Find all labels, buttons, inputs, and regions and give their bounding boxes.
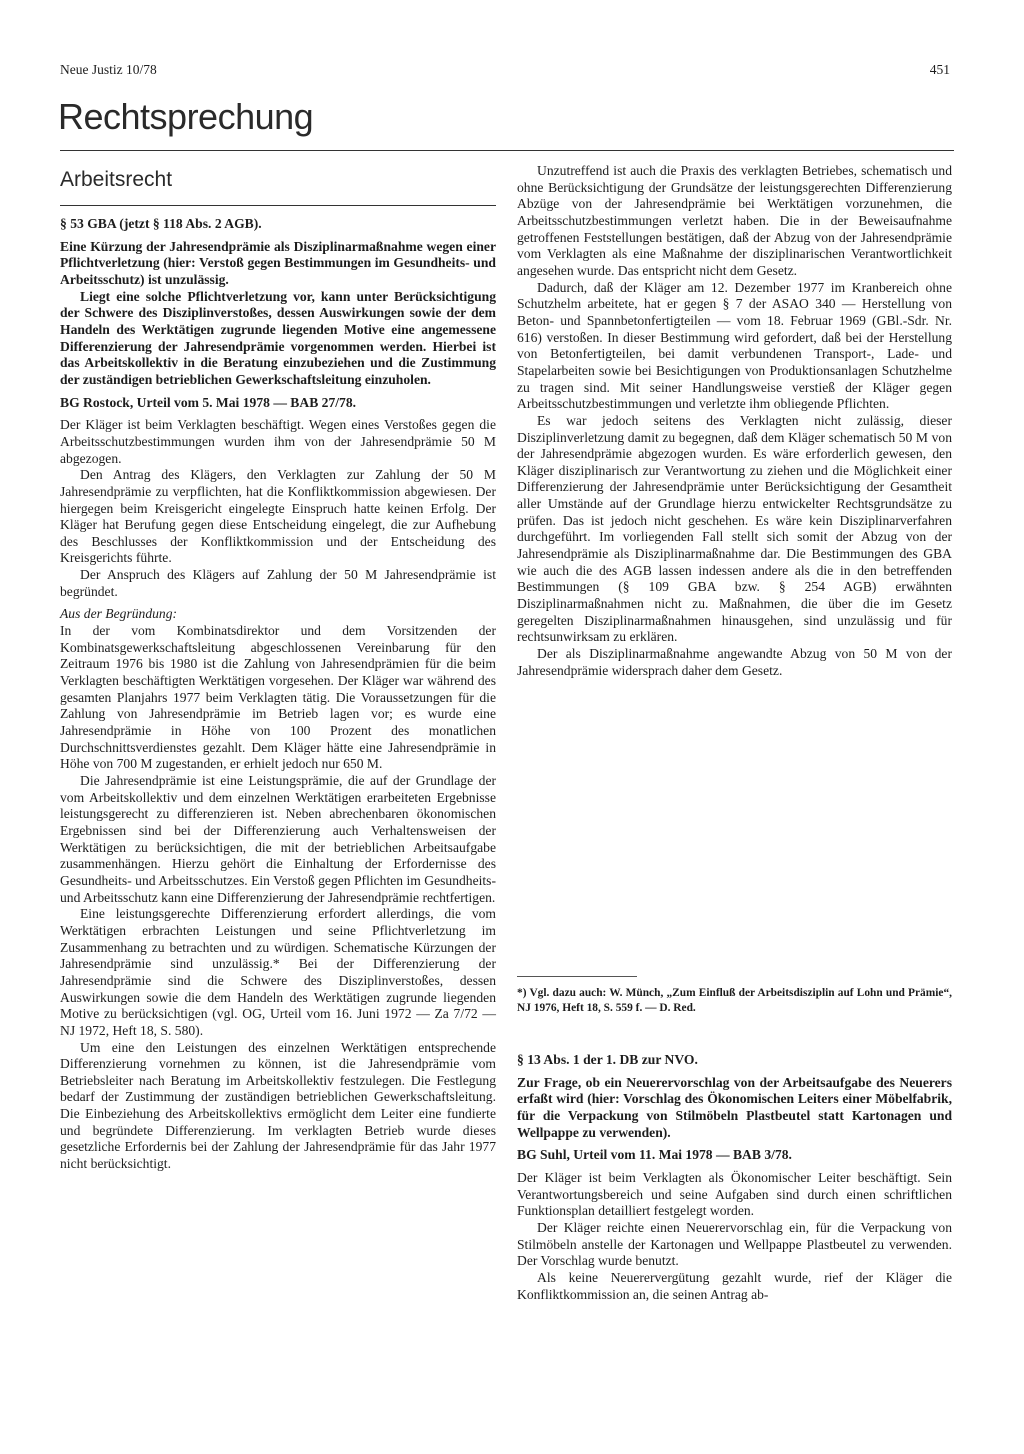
case2-facts-3: Als keine Neuerervergütung gezahlt wurde, rief der Kläger die Konfliktkommission an, die seinen Antrag ab- [517, 1269, 952, 1302]
case1-facts-1: Der Kläger ist beim Verklagten beschäftigt. Wegen eines Verstoßes gegen die Arbeitsschutzbestimmungen wurden ihm von der Jahresendprämie 50 M abgezogen. [60, 417, 496, 466]
page-number: 451 [929, 62, 950, 77]
case2-facts-1: Der Kläger ist beim Verklagten als Ökonomischer Leiter beschäftigt. Sein Verantwortungsbereich und seine Aufgaben sind durch einen schriftlichen Funktionsplan detailliert festgelegt worden. [517, 1169, 952, 1219]
case1-reason-3: Eine leistungsgerechte Differenzierung erfordert allerdings, die vom Werktätigen erbrachten Leistungen und seine Pflichtverletzung im Zusammenhang zu betrachten und zu würdigen. Schematische Kürzungen der Jahresendprämie sind unzulässig.* Bei der Differenzierung der Jahresendprämie sind die Schwere des Disziplinverstoßes, dessen Auswirkungen sowie die dem Handeln des Werktätigen zugrunde liegenden Motive zu berücksichtigen (vgl. OG, Urteil vom 16. Juni 1972 — Za 7/72 — NJ 1972, Heft 18, S. 580). [60, 906, 496, 1038]
case2-headnote: Zur Frage, ob ein Neuerervorschlag von der Arbeitsaufgabe des Neuerers erfaßt wird (hier: Vorschlag des Ökonomischen Leiters einer Möbelfabrik, für die Verpackung von Stilmöbeln Plastbeutel statt Kartonagen und Wellpappe zu verwenden). [517, 1074, 952, 1140]
case1-reason-8: Der als Disziplinarmaßnahme angewandte Abzug von 50 M von der Jahresendprämie widersprach daher dem Gesetz. [517, 646, 952, 678]
case1-reason-7: Es war jedoch seitens des Verklagten nicht zulässig, dieser Disziplinverletzung damit zu begegnen, daß dem Kläger schematisch 50 M von der Jahresendprämie abgezogen wurden. Es wäre erforderlich gewesen, den Kläger disziplinarisch zur Verantwortung zu ziehen und die Möglichkeit einer Differenzierung der Jahresendprämie unter Berücksichtigung der Gesamtheit aller Umstände auf der Grundlage hierzu entwickelter Rechtsgrundsätze zu prüfen. Das ist jedoch nicht geschehen. Es wäre kein Disziplinarverfahren durchgeführt. Im vorliegenden Fall stellt sich somit der Abzug von der Jahresendprämie als Disziplinarmaßnahme dar. Die Bestimmungen des GBA wie auch die des AGB lassen indessen andere als die in den betreffenden Bestimmungen (§ 109 GBA bzw. § 254 AGB) erwähnten Disziplinarmaßnahmen nicht zu. Maßnahmen, die über die im Gesetz geregelten Disziplinarmaßnahmen hinausgehen, sind unzulässig und für rechtsunwirksam zu erklären. [517, 412, 952, 645]
case1-headnote-2: Liegt eine solche Pflichtverletzung vor, kann unter Berücksichtigung der Schwere des Disziplinverstoßes, dessen Auswirkungen sowie der dem Handeln des Werktätigen zugrunde liegenden Motive eine angemessene Differenzierung der Jahresendprämie vorgenommen werden. Hierbei ist das Arbeitskollektiv in die Beratung einzubeziehen und die Zustimmung der zuständigen betrieblichen Gewerkschaftsleitung einzuholen. [60, 288, 496, 387]
page-title: Rechtsprechung [58, 96, 314, 137]
section-divider [60, 205, 496, 206]
footnote-block [517, 986, 952, 1015]
case2-court: BG Suhl, Urteil vom 11. Mai 1978 — BAB 3/78. [517, 1147, 792, 1163]
case2-citation: § 13 Abs. 1 der 1. DB zur NVO. [517, 1052, 698, 1067]
running-header [60, 62, 950, 82]
case1-reasons-label: Aus der Begründung: [60, 606, 178, 622]
case1-headnote-1: Eine Kürzung der Jahresendprämie als Disziplinarmaßnahme wegen einer Pflichtverletzung (hier: Verstoß gegen Bestimmungen im Gesundheits- und Arbeitsschutz) ist unzulässig. [60, 238, 496, 287]
footnote-divider [517, 976, 637, 977]
case2-block [517, 1052, 952, 1303]
left-column [60, 216, 496, 1173]
footnote: *) Vgl. dazu auch: W. Münch, „Zum Einfluß der Arbeitsdisziplin auf Lohn und Prämie“, NJ 1976, Heft 18, S. 559 f. — D. Red. [517, 987, 952, 1014]
section-heading: Arbeitsrecht [60, 168, 173, 191]
journal-issue: Neue Justiz 10/78 [60, 62, 157, 77]
case1-facts-2: Den Antrag des Klägers, den Verklagten zur Zahlung der 50 M Jahresendprämie zu verpflichten, hat die Konfliktkommission abgewiesen. Der hiergegen beim Kreisgericht eingelegte Einspruch hatte keinen Erfolg. Der Kläger hat Berufung gegen diese Entscheidung eingelegt, die zur Aufhebung des Beschlusses der Konfliktkommission und der Entscheidung des Kreisgerichts führte. [60, 467, 496, 566]
case1-reason-4: Um eine den Leistungen des einzelnen Werktätigen entsprechende Differenzierung vornehmen zu können, ist die Jahresendprämie vom Betriebsleiter nach Beratung im Arbeitskollektiv festzulegen. Die Festlegung bedarf der Zustimmung der zuständigen betrieblichen Gewerkschaftsleitung. Die Einbeziehung des Arbeitskollektivs ermöglicht dem Leiter eine fundierte und begründete Differenzierung. Im verklagten Betrieb wurde dieses gesetzliche Erfordernis bei der Zahlung der Jahresendprämie für das Jahr 1977 nicht berücksichtigt. [60, 1039, 496, 1172]
case1-reason-5: Unzutreffend ist auch die Praxis des verklagten Betriebes, schematisch und ohne Berücksichtigung der Grundsätze der leistungsgerechten Differenzierung Abzüge von der Jahresendprämie bei Werktätigen vorzunehmen, die Arbeitsschutzbestimmungen verletzt haben. Die in der Beweisaufnahme getroffenen Feststellungen bestätigen, daß der Abzug von der Jahresendprämie vom Verklagten als eine Maßnahme der disziplinarischen Verantwortlichkeit angesehen wurde. Das entspricht nicht dem Gesetz. [517, 163, 952, 278]
case1-court: BG Rostock, Urteil vom 5. Mai 1978 — BAB 27/78. [60, 394, 357, 410]
case1-reason-1: In der vom Kombinatsdirektor und dem Vorsitzenden der Kombinatsgewerkschaftsleitung abgeschlossenen Vereinbarung für den Zeitraum 1976 bis 1980 ist die Zahlung von Jahresendprämien für die beim Verklagten beschäftigten Werktätigen vorgesehen. Der Kläger war während des gesamten Planjahrs 1977 beim Verklagten tätig. Die Voraussetzungen für die Zahlung von Jahresendprämie im Betrieb lagen vor; es wurde eine Jahresendprämie in Höhe von 100 Prozent des monatlichen Durchschnittsverdienstes gezahlt. Dem Kläger hätte eine Jahresendprämie in Höhe von 700 M zugestanden, er erhielt jedoch nur 650 M. [60, 623, 496, 772]
case1-facts-3: Der Anspruch des Klägers auf Zahlung der 50 M Jahresendprämie ist begründet. [60, 567, 496, 599]
case1-reason-2: Die Jahresendprämie ist eine Leistungsprämie, die auf der Grundlage der vom Arbeitskollektiv und dem einzelnen Werktätigen erarbeiteten Ergebnisse leistungsgerecht zu differenzieren ist. Neben abrechenbaren ökonomischen Ergebnissen sind bei der Differenzierung auch Verhaltensweisen der Werktätigen zu berücksichtigen, die mit der betrieblichen Arbeitsaufgabe zusammenhängen. Hierzu gehört die Einhaltung der Erfordernisse des Gesundheits- und Arbeitsschutzes. Ein Verstoß gegen Pflichten im Gesundheits- und Arbeitsschutz kann eine Differenzierung der Jahresendprämie rechtfertigen. [60, 773, 496, 905]
right-column [517, 163, 952, 679]
case1-citation: § 53 GBA (jetzt § 118 Abs. 2 AGB). [60, 216, 262, 231]
case2-facts-2: Der Kläger reichte einen Neuerervorschlag ein, für die Verpackung von Stilmöbeln anstelle der Kartonagen und Wellpappe Plastbeutel zu verwenden. Der Vorschlag wurde benutzt. [517, 1219, 952, 1269]
case1-reason-6: Dadurch, daß der Kläger am 12. Dezember 1977 im Kranbereich ohne Schutzhelm arbeitete, hat er gegen § 7 der ASAO 340 — Herstellung von Beton- und Spannbetonfertigteilen — vom 18. Februar 1969 (GBl.-Sdr. Nr. 616) verstoßen. In dieser Bestimmung wird gefordert, daß bei der Herstellung von Betonfertigteilen, bei damit verbundenen Transport-, Lade- und Stapelarbeiten sowie bei Besichtigungen von Produktionsanlagen Schutzhelme zu tragen sind. Mit seiner Handlungsweise verstieß der Kläger gegen Arbeitsschutzbestimmungen und verletzte ihm obliegende Pflichten. [517, 279, 952, 412]
title-divider [60, 150, 954, 151]
